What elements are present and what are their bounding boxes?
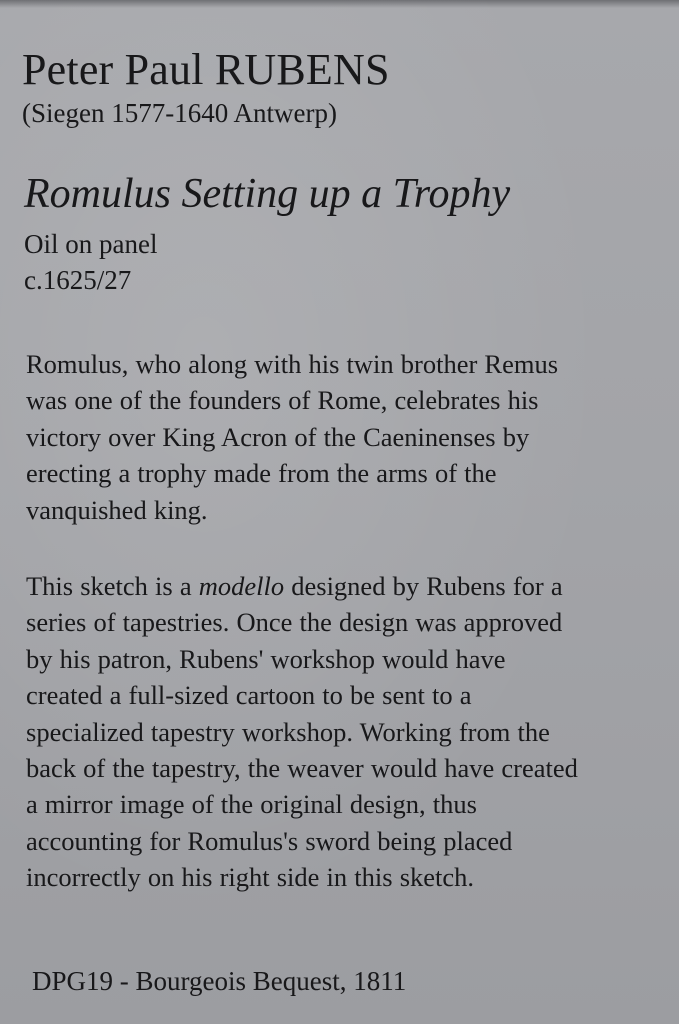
paragraph-line	[26, 568, 676, 604]
artwork-medium: Oil on panel	[24, 229, 158, 259]
paragraph-line: created a full-sized cartoon to be sent to a	[26, 680, 472, 711]
artwork-title: Romulus Setting up a Trophy	[24, 171, 511, 217]
artist-name: Peter Paul RUBENS	[22, 45, 390, 94]
paragraph-line: accounting for Romulus's sword being placed	[26, 825, 513, 856]
paragraph-text: This sketch is a	[26, 571, 199, 601]
description-paragraph-2	[26, 568, 676, 896]
paragraph-line: Romulus, who along with his twin brother Remus	[26, 349, 559, 379]
paragraph-line: by his patron, Rubens' workshop would have	[26, 643, 506, 674]
accession-credit: DPG19 - Bourgeois Bequest, 1811	[32, 966, 407, 996]
paragraph-line: was one of the founders of Rome, celebrates his	[26, 385, 539, 416]
paragraph-line: vanquished king.	[26, 494, 208, 525]
card-top-edge	[0, 0, 679, 8]
paragraph-line: series of tapestries. Once the design was approved	[26, 607, 563, 638]
paragraph-line: a mirror image of the original design, thus	[26, 789, 477, 820]
description-paragraph-1	[26, 346, 676, 528]
paragraph-line: specialized tapestry workshop. Working from the	[26, 716, 550, 747]
paragraph-line: victory over King Acron of the Caeninenses by	[26, 421, 530, 452]
paragraph-line: back of the tapestry, the weaver would have created	[26, 753, 578, 784]
artist-life-dates: (Siegen 1577-1640 Antwerp)	[22, 98, 337, 128]
artwork-date: c.1625/27	[24, 265, 132, 295]
paragraph-line: erecting a trophy made from the arms of the	[26, 458, 497, 489]
paragraph-line: incorrectly on his right side in this sketch.	[26, 862, 475, 893]
emphasized-term: modello	[198, 571, 285, 601]
paragraph-text: designed by Rubens for a	[284, 571, 563, 601]
